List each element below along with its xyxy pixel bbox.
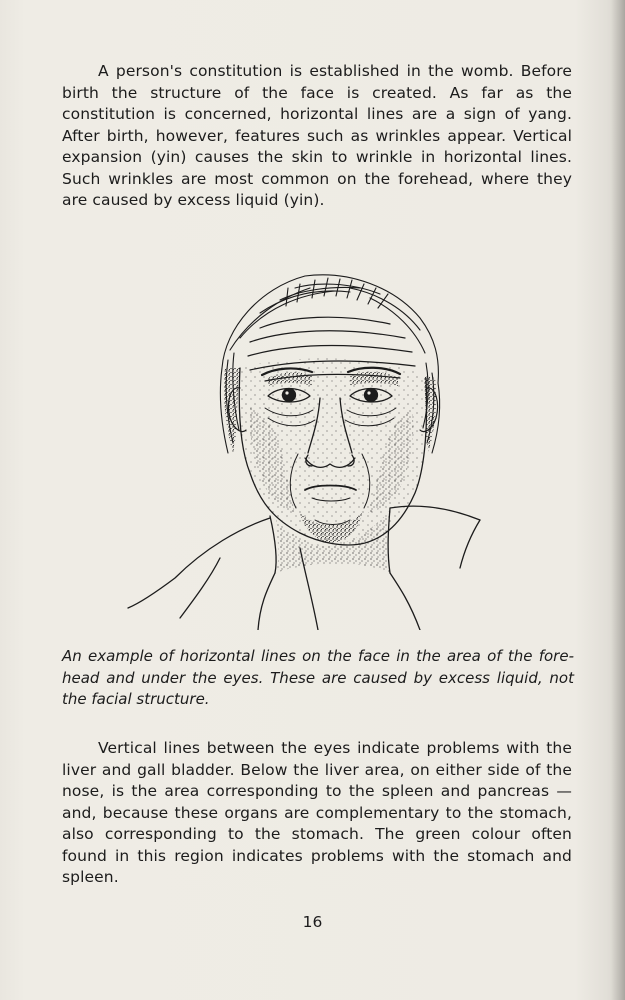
page-number: 16 (302, 913, 323, 931)
paragraph-vertical-lines (62, 738, 572, 889)
figure-caption: An example of horizontal lines on the face in the area of the fore-head and under the eyes. These are caused by excess liquid, not the facial structure. (62, 647, 574, 708)
page-edge-shadow (611, 0, 625, 1000)
stipple-shading (224, 359, 436, 573)
paragraph-constitution (62, 61, 572, 212)
paragraph-constitution-text: A person's constitution is established in the womb. Before birth the structure of the face is created. As far as the constitution is concerned, horizontal lines are a sign of yang. After birth, however, features such as wrinkles appear. Vertical expansion (yin) causes the skin to wrinkle in horizontal lines. Such wrinkles are most common on the forehead, where they are caused by excess liquid (yin). (62, 62, 572, 209)
paragraph-vertical-lines-text: Vertical lines between the eyes indicate problems with the liver and gall bladder. Below the liver area, on either side of the nose, is the area corresponding to the spleen and pancreas — and, because these organs are complementary to the stomach, also corresponding to the stomach. The green colour often found in this region indicates problems with the stomach and spleen. (62, 739, 572, 886)
face-illustration (100, 258, 500, 630)
